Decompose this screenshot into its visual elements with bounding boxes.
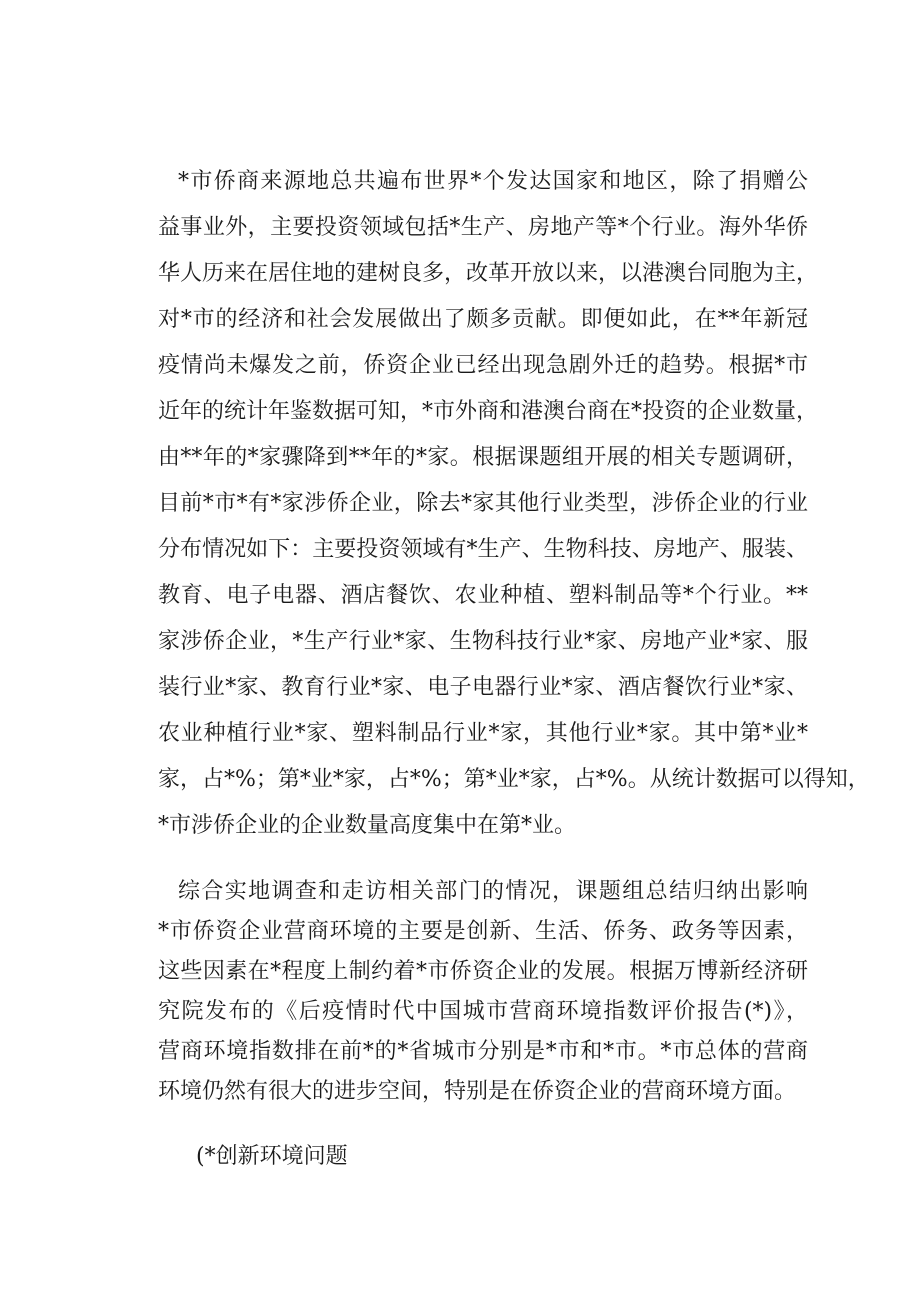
paragraph-line: 益事业外，主要投资领域包括*生产、房地产等*个行业。海外华侨 <box>158 215 808 240</box>
paragraph-line: *市侨资企业营商环境的主要是创新、生活、侨务、政务等因素， <box>158 919 808 944</box>
paragraph-line: *市涉侨企业的企业数量高度集中在第*业。 <box>158 813 577 838</box>
paragraph-line: *市侨商来源地总共遍布世界*个发达国家和地区，除了捐赠公 <box>178 169 808 194</box>
paragraph-line: 农业种植行业*家、塑料制品行业*家，其他行业*家。其中第*业* <box>158 721 808 746</box>
paragraph-line: 教育、电子电器、酒店餐饮、农业种植、塑料制品等*个行业。** <box>158 583 808 608</box>
paragraph-line: 装行业*家、教育行业*家、电子电器行业*家、酒店餐饮行业*家、 <box>158 675 808 700</box>
paragraph-line: 家，占*%；第*业*家，占*%；第*业*家，占*%。从统计数据可以得知， <box>158 767 870 792</box>
paragraph-line: 华人历来在居住地的建树良多，改革开放以来，以港澳台同胞为主， <box>158 261 819 286</box>
paragraph-line: 究院发布的《后疫情时代中国城市营商环境指数评价报告(*)》， <box>158 999 808 1024</box>
paragraph-line: 环境仍然有很大的进步空间，特别是在侨资企业的营商环境方面。 <box>158 1079 797 1104</box>
paragraph-line: 由**年的*家骤降到**年的*家。根据课题组开展的相关专题调研， <box>158 445 808 470</box>
section-heading: (*创新环境问题 <box>196 1144 348 1169</box>
paragraph-line: 综合实地调查和走访相关部门的情况，课题组总结归纳出影响 <box>178 879 808 904</box>
paragraph-line: 对*市的经济和社会发展做出了颇多贡献。即便如此，在**年新冠 <box>158 307 808 332</box>
paragraph-line: 分布情况如下：主要投资领域有*生产、生物科技、房地产、服装、 <box>158 537 808 562</box>
paragraph-line: 目前*市*有*家涉侨企业，除去*家其他行业类型，涉侨企业的行业 <box>158 491 808 516</box>
paragraph-line: 疫情尚未爆发之前，侨资企业已经出现急剧外迁的趋势。根据*市 <box>158 353 808 378</box>
paragraph-line: 家涉侨企业，*生产行业*家、生物科技行业*家、房地产业*家、服 <box>158 629 808 654</box>
paragraph-line: 近年的统计年鉴数据可知，*市外商和港澳台商在*投资的企业数量， <box>158 399 819 424</box>
paragraph-line: 这些因素在*程度上制约着*市侨资企业的发展。根据万博新经济研 <box>158 959 808 984</box>
paragraph-line: 营商环境指数排在前*的*省城市分别是*市和*市。*市总体的营商 <box>158 1039 808 1064</box>
